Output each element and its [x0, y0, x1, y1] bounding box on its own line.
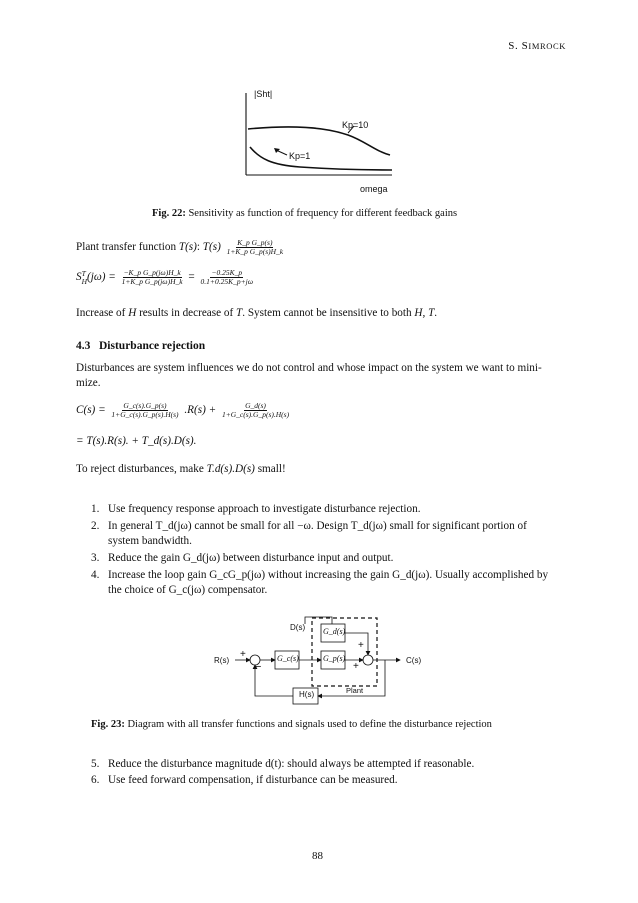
- para1-line1: Disturbances are system influences we do not control and whose impact on the system we want to mini-: [76, 362, 542, 374]
- plant-T: T(s): [178, 241, 197, 254]
- increase-a: Increase of: [76, 307, 129, 319]
- para1-line2: mize.: [76, 377, 101, 389]
- list-item-text: Increase the loop gain G_cG_p(jω) without increasing the gain G_d(jω). Usually accomplished by: [108, 569, 549, 581]
- eqc-frac2-den: 1+G_c(s).G_p(s).H(s): [221, 410, 290, 419]
- list-item-text: Reduce the gain G_d(jω) between disturbance input and output.: [108, 552, 394, 564]
- plant-T2: T(s): [202, 241, 221, 254]
- sens-arg: (jω) =: [87, 271, 119, 284]
- reject-a: To reject disturbances, make: [76, 463, 207, 475]
- plant-line: [76, 239, 286, 256]
- eqc-mid: .R(s) +: [184, 404, 219, 417]
- sens-frac2: [200, 269, 255, 286]
- increase-b: results in decrease of: [136, 307, 236, 319]
- section-title: Disturbance rejection: [99, 340, 206, 352]
- list-item: [91, 773, 571, 788]
- plant-colon: :: [196, 241, 203, 254]
- fig22-caption-label: Fig. 22:: [152, 208, 186, 219]
- sens-eq: =: [188, 271, 198, 284]
- fig22-caption-text: Sensitivity as function of frequency for different feedback gains: [188, 208, 458, 219]
- page-number: 88: [312, 850, 323, 862]
- fig22-label-kp1: Kp=1: [289, 151, 311, 161]
- sens-sub: H: [81, 276, 88, 286]
- fig23-gp-label: G_p(s): [323, 654, 346, 663]
- reject-b: small!: [254, 463, 286, 475]
- increase-T: T: [236, 307, 243, 319]
- list-item-number: 4.: [91, 569, 100, 581]
- sens-frac2-num: −0.25K_p: [211, 268, 243, 277]
- increase-H: H: [128, 307, 137, 319]
- list-item: [91, 502, 571, 517]
- header-last-first: S: [521, 40, 529, 52]
- list-item: [91, 757, 571, 772]
- eqc-lhs: C(s) =: [76, 404, 109, 417]
- list-item: [91, 568, 571, 598]
- fig22-kp1-arrowhead: [274, 148, 280, 153]
- fig22-label-kp10: Kp=10: [342, 120, 369, 130]
- eqc-frac2-num: G_d(s): [245, 401, 266, 410]
- fig23-caption: [91, 719, 492, 730]
- disturbance-paragraph: [76, 361, 566, 391]
- fig23-gc-label: G_c(s): [277, 654, 299, 663]
- list-item-text: Use frequency response approach to investigate disturbance rejection.: [108, 503, 421, 515]
- list-item-number: 5.: [91, 758, 100, 770]
- sens-sup: T: [81, 268, 86, 278]
- plant-frac-den: 1+K_p G_p(s)H_k: [226, 247, 284, 256]
- list-item-text: Use feed forward compensation, if disturbance can be measured.: [108, 774, 398, 786]
- eqc-frac1-den: 1+G_c(s).G_p(s).H(s): [111, 410, 179, 419]
- list-item-number: 1.: [91, 503, 100, 515]
- fig23-r-label: R(s): [214, 656, 230, 665]
- sens-frac1-num: −K_p G_p(jω)H_k: [123, 268, 181, 277]
- fig23-d-label: D(s): [290, 623, 306, 632]
- sensitivity-line: [76, 269, 256, 286]
- list-item-number: 3.: [91, 552, 100, 564]
- plant-text: Plant transfer function: [76, 241, 179, 254]
- list-item-text: In general T_d(jω) cannot be small for all −ω. Design T_d(jω) small for significant portion of: [108, 520, 527, 532]
- increase-HT: H, T: [414, 307, 435, 319]
- plant-frac-num: K_p G_p(s): [237, 238, 273, 247]
- fig23-minus-h: −: [255, 661, 262, 673]
- equation-c2: = T(s).R(s). + T_d(s).D(s).: [76, 435, 197, 447]
- list-item-number: 6.: [91, 774, 100, 786]
- fig22-curve-kp10: [248, 127, 390, 155]
- fig23-plus-r: +: [240, 649, 246, 660]
- fig22-plot: [230, 85, 410, 195]
- list-item-number: 2.: [91, 520, 100, 532]
- increase-d: .: [434, 307, 438, 319]
- plant-frac: [226, 239, 285, 256]
- fig23-plus-gd: +: [358, 640, 364, 651]
- fig22-curve-kp1: [250, 147, 392, 170]
- fig22-x-label: omega: [360, 184, 388, 194]
- reject-line: [76, 462, 286, 477]
- eqc-frac1-num: G_c(s).G_p(s): [123, 401, 167, 410]
- section-number: 4.3: [76, 340, 91, 352]
- fig23-c-label: C(s): [406, 656, 422, 665]
- sens-frac1: [121, 269, 184, 286]
- fig23-gd-label: G_d(s): [323, 627, 346, 636]
- header-initial: S.: [508, 40, 522, 52]
- running-header: [508, 40, 566, 52]
- reject-m: T.d(s).D(s): [206, 463, 255, 475]
- sens-S: S: [76, 271, 82, 284]
- eqc-frac1: [110, 402, 179, 419]
- header-last-rest: IMROCK: [528, 41, 566, 51]
- fig23-caption-label: Fig. 23:: [91, 719, 125, 730]
- list-item-text: Reduce the disturbance magnitude d(t): should always be attempted if reasonable.: [108, 758, 475, 770]
- eqc-frac2: [221, 402, 290, 419]
- section-heading: [76, 340, 205, 352]
- sens-frac2-den: 0.1+0.25K_p+jω: [200, 277, 254, 286]
- fig23-plus-gp: +: [353, 661, 359, 672]
- list-item: [91, 519, 571, 549]
- increase-c: . System cannot be insensitive to both: [242, 307, 415, 319]
- fig22-y-label: |Sht|: [254, 89, 273, 99]
- list-item-text: system bandwidth.: [108, 535, 192, 547]
- fig23-caption-text: Diagram with all transfer functions and signals used to define the disturbance rejection: [127, 719, 492, 730]
- equation-c: [76, 402, 292, 419]
- fig23-sum2: [363, 655, 373, 665]
- list-item-text: the choice of G_c(jω) compensator.: [108, 584, 268, 596]
- increase-line: [76, 306, 437, 321]
- sens-frac1-den: 1+K_p G_p(jω)H_k: [121, 277, 183, 286]
- list-item: [91, 551, 571, 566]
- fig22-caption: [152, 208, 457, 219]
- fig23-plant-label: Plant: [346, 686, 364, 695]
- fig23-h-label: H(s): [299, 690, 315, 699]
- fig23-block-diagram: [200, 610, 430, 710]
- fig23-gd-out-arrow: [345, 633, 368, 655]
